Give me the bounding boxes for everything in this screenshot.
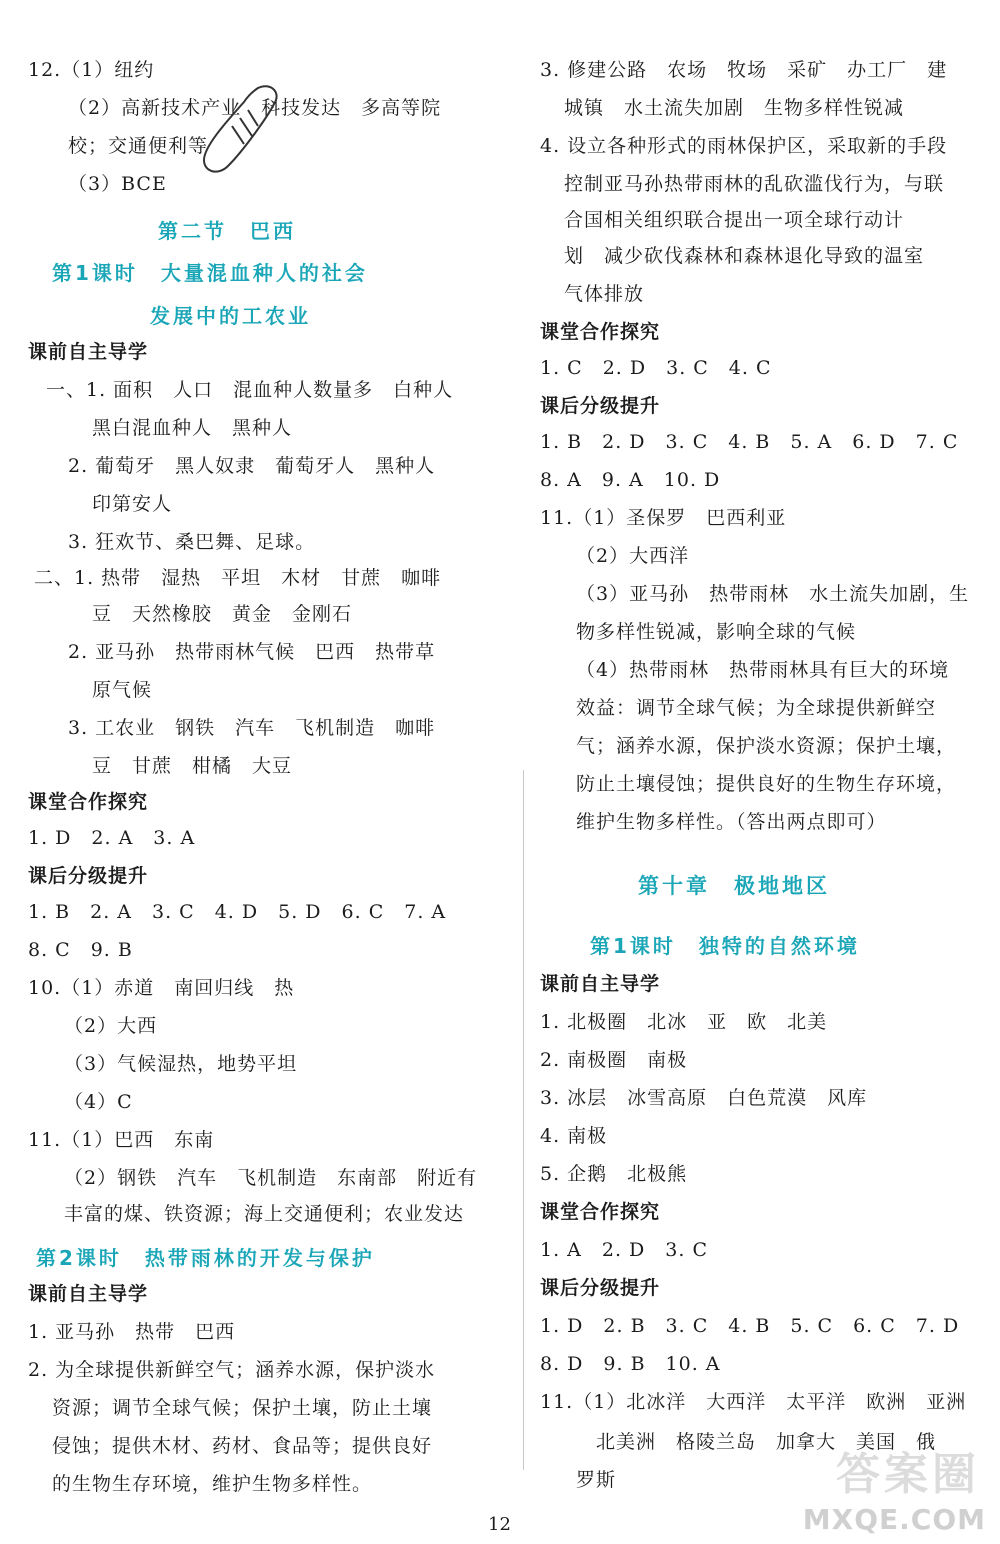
answer-line: 2. 亚马孙 热带雨林气候 巴西 热带草 [68,641,436,663]
page-number: 12 [488,1514,511,1535]
subsection-heading: 课前自主导学 [28,341,149,363]
watermark-logo-icon: 答案圈 [836,1449,980,1500]
answer-line: 11.（1）圣保罗 巴西利亚 [540,507,787,529]
answer-line: 1. D 2. B 3. C 4. B 5. C 6. C 7. D [540,1315,960,1337]
answer-line: 8. C 9. B [28,939,133,961]
answer-line: （2）大西洋 [576,545,690,567]
answer-line: 一、1. 面积 人口 混血种人数量多 白种人 [46,379,454,401]
answer-line: 1. A 2. D 3. C [540,1239,708,1261]
chapter-title: 第十章 极地地区 [638,874,830,898]
lesson-title: 第2课时 热带雨林的开发与保护 [36,1246,375,1270]
answer-line: 防止土壤侵蚀；提供良好的生物生存环境， [576,773,957,795]
lesson-title-continued: 发展中的工农业 [150,304,311,328]
answer-line: 1. 北极圈 北冰 亚 欧 北美 [540,1011,828,1033]
answer-line: （4）C [64,1091,133,1113]
answer-line: 合国相关组织联合提出一项全球行动计 [564,209,905,231]
answer-line: 印第安人 [92,493,173,515]
answer-line: 1. B 2. D 3. C 4. B 5. A 6. D 7. C [540,431,959,453]
answer-line: 城镇 水土流失加剧 生物多样性锐减 [564,97,905,119]
answer-line: 3. 工农业 钢铁 汽车 飞机制造 咖啡 [68,717,436,739]
answer-line: 划 减少砍伐森林和森林退化导致的温室 [564,245,925,267]
answer-line: 气体排放 [564,283,645,305]
subsection-heading: 课后分级提升 [540,395,661,417]
answer-line: 的生物生存环境，维护生物多样性。 [52,1473,373,1495]
subsection-heading: 课前自主导学 [28,1283,149,1305]
answer-line: 校；交通便利等 [68,135,209,157]
answer-line: 气；涵养水源，保护淡水资源；保护土壤， [576,735,957,757]
column-divider [523,770,524,1470]
answer-line: （2）钢铁 汽车 飞机制造 东南部 附近有 [64,1167,478,1189]
answer-line: 1. D 2. A 3. A [28,827,196,849]
subsection-heading: 课堂合作探究 [540,1201,661,1223]
answer-line: 11.（1）北冰洋 大西洋 太平洋 欧洲 亚洲 [540,1391,967,1413]
answer-line: 原气候 [92,679,153,701]
answer-line: 10.（1）赤道 南回归线 热 [28,977,295,999]
answer-line: （2）大西 [64,1015,158,1037]
answer-line: 4. 设立各种形式的雨林保护区，采取新的手段 [540,135,948,157]
pen-doodle-icon [198,80,288,180]
answer-line: 2. 南极圈 南极 [540,1049,688,1071]
answer-line: 维护生物多样性。（答出两点即可） [576,811,887,833]
answer-line: 北美洲 格陵兰岛 加拿大 美国 俄 [596,1431,937,1453]
answer-line: 黑白混血种人 黑种人 [92,417,293,439]
lesson-title: 第1课时 大量混血种人的社会 [52,261,368,285]
subsection-heading: 课堂合作探究 [28,791,149,813]
subsection-heading: 课后分级提升 [540,1277,661,1299]
lesson-title: 第1课时 独特的自然环境 [590,934,860,958]
answer-line: 4. 南极 [540,1125,608,1147]
answer-line: 罗斯 [576,1469,617,1491]
answer-line: 1. B 2. A 3. C 4. D 5. D 6. C 7. A [28,901,447,923]
answer-line: 物多样性锐减，影响全球的气候 [576,621,857,643]
answer-line: （4）热带雨林 热带雨林具有巨大的环境 [576,659,950,681]
answer-line: 2. 为全球提供新鲜空气；涵养水源，保护淡水 [28,1359,436,1381]
answer-line: 5. 企鹅 北极熊 [540,1163,688,1185]
watermark-text: MXQE.COM [802,1503,986,1536]
answer-line: 效益：调节全球气候；为全球提供新鲜空 [576,697,937,719]
answer-line: 豆 天然橡胶 黄金 金刚石 [92,603,353,625]
answer-line: 3. 修建公路 农场 牧场 采矿 办工厂 建 [540,59,948,81]
answer-line: 豆 甘蔗 柑橘 大豆 [92,755,293,777]
answer-line: 11.（1）巴西 东南 [28,1129,215,1151]
subsection-heading: 课后分级提升 [28,865,149,887]
answer-line: （3）BCE [68,173,167,195]
answer-line: 12.（1）纽约 [28,59,155,81]
answer-line: 1. 亚马孙 热带 巴西 [28,1321,236,1343]
subsection-heading: 课堂合作探究 [540,321,661,343]
answer-line: 资源；调节全球气候；保护土壤，防止土壤 [52,1397,433,1419]
answer-line: 二、1. 热带 湿热 平坦 木材 甘蔗 咖啡 [34,567,442,589]
answer-line: 2. 葡萄牙 黑人奴隶 葡萄牙人 黑种人 [68,455,436,477]
answer-line: 3. 狂欢节、桑巴舞、足球。 [68,531,316,553]
answer-line: （3）气候湿热，地势平坦 [64,1053,298,1075]
answer-line: 8. D 9. B 10. A [540,1353,721,1375]
section-title: 第二节 巴西 [158,219,296,243]
answer-line: 丰富的煤、铁资源；海上交通便利；农业发达 [64,1203,465,1225]
answer-line: （2）高新技术产业 科技发达 多高等院 [68,97,442,119]
subsection-heading: 课前自主导学 [540,973,661,995]
answer-line: 3. 冰层 冰雪高原 白色荒漠 风库 [540,1087,868,1109]
answer-line: 1. C 2. D 3. C 4. C [540,357,772,379]
answer-line: 8. A 9. A 10. D [540,469,721,491]
answer-line: 控制亚马孙热带雨林的乱砍滥伐行为，与联 [564,173,945,195]
answer-line: （3）亚马孙 热带雨林 水土流失加剧，生 [576,583,970,605]
answer-line: 侵蚀；提供木材、药材、食品等；提供良好 [52,1435,433,1457]
